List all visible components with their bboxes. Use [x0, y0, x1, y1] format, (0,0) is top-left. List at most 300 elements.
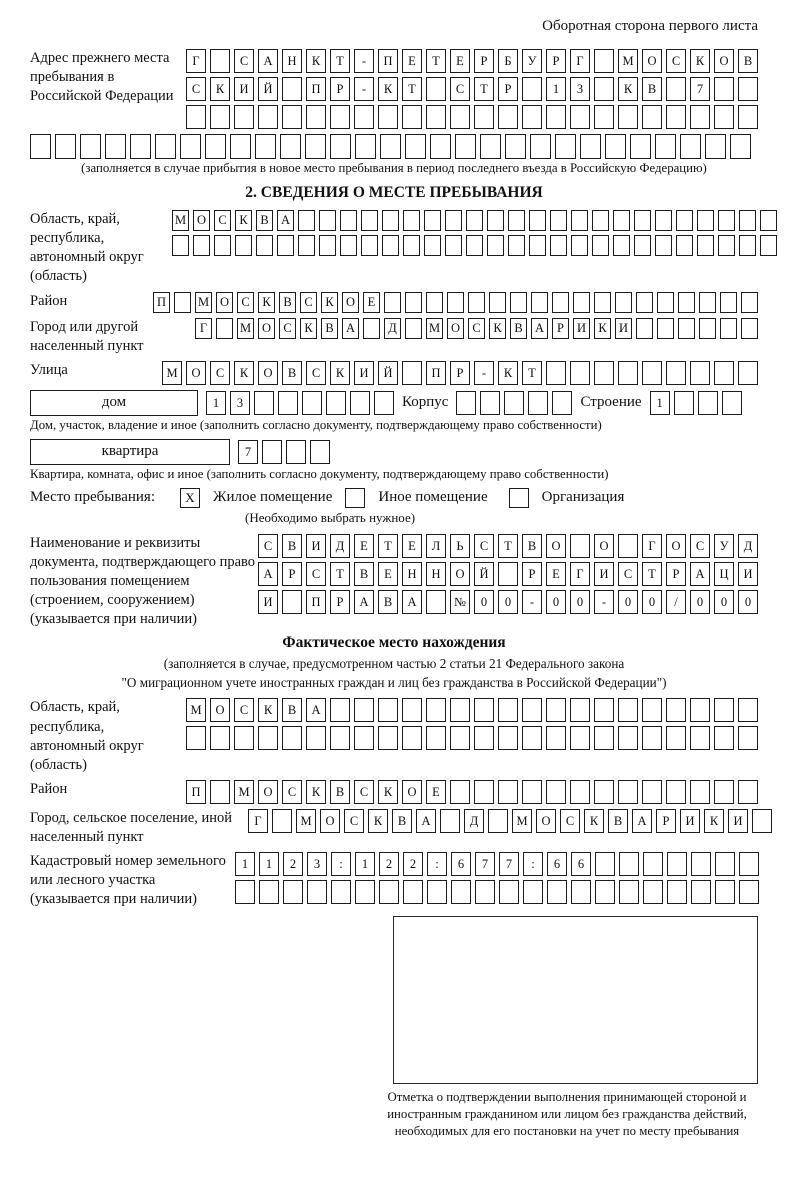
stamp-caption: Отметка о подтверждении выполнения принимающей стороной и иностранным гражданином или лицом без гражданства действий, необходимых для его постановки на учет по месту пребывания: [387, 1089, 747, 1139]
char-cell: К: [594, 318, 611, 339]
char-cell: К: [378, 77, 398, 101]
house-number-cells: [206, 391, 394, 415]
document-label: Наименование и реквизиты документа, подтверждающего право пользования помещением (строением, сооружением) (указывается при наличии): [30, 534, 256, 628]
char-cell: /: [666, 590, 686, 614]
char-cell: И: [615, 318, 632, 339]
char-cell: [498, 105, 518, 129]
char-cell: [522, 105, 542, 129]
char-cell: [354, 726, 374, 750]
char-cell: [230, 134, 251, 159]
char-cell: К: [618, 77, 638, 101]
char-cell: [594, 292, 611, 313]
apartment-widebox: квартира: [30, 439, 230, 465]
char-cell: [430, 134, 451, 159]
char-cell: [674, 391, 694, 415]
char-cell: О: [320, 809, 340, 833]
char-cell: [380, 134, 401, 159]
char-cell: [690, 698, 710, 722]
city-row: [195, 318, 758, 339]
char-cell: Д: [384, 318, 401, 339]
char-cell: К: [368, 809, 388, 833]
char-cell: [298, 235, 315, 256]
char-cell: [615, 292, 632, 313]
char-cell: Е: [378, 562, 398, 586]
char-cell: А: [306, 698, 326, 722]
char-cell: [319, 210, 336, 231]
stamp-box: [393, 916, 758, 1084]
char-cell: [330, 726, 350, 750]
char-cell: [216, 318, 233, 339]
char-cell: [427, 880, 447, 904]
char-cell: [450, 105, 470, 129]
char-cell: С: [300, 292, 317, 313]
char-cell: [594, 361, 614, 385]
char-cell: 0: [546, 590, 566, 614]
stay-option-other-label: Иное помещение: [378, 489, 488, 506]
char-cell: Г: [195, 318, 212, 339]
char-cell: Т: [474, 77, 494, 101]
char-cell: [306, 726, 326, 750]
char-cell: [691, 852, 711, 876]
char-cell: [498, 698, 518, 722]
char-cell: Е: [363, 292, 380, 313]
char-cell: [667, 852, 687, 876]
char-cell: [619, 880, 639, 904]
char-cell: [666, 105, 686, 129]
char-cell: [529, 210, 546, 231]
char-cell: [642, 780, 662, 804]
char-cell: В: [378, 590, 398, 614]
char-cell: К: [321, 292, 338, 313]
stroenie-label: Строение: [580, 394, 642, 411]
char-cell: А: [354, 590, 374, 614]
char-cell: [254, 391, 274, 415]
char-cell: [636, 292, 653, 313]
char-cell: [488, 809, 508, 833]
char-cell: [451, 880, 471, 904]
char-cell: [474, 105, 494, 129]
char-cell: [340, 210, 357, 231]
char-cell: [666, 361, 686, 385]
char-cell: С: [210, 361, 230, 385]
char-cell: К: [306, 49, 326, 73]
char-cell: [405, 134, 426, 159]
char-cell: [738, 698, 758, 722]
char-cell: [522, 698, 542, 722]
char-cell: [475, 880, 495, 904]
char-cell: П: [378, 49, 398, 73]
char-cell: Р: [666, 562, 686, 586]
char-cell: О: [450, 562, 470, 586]
stay-option-organization-checkbox: [509, 488, 529, 508]
char-cell: [374, 391, 394, 415]
char-cell: О: [447, 318, 464, 339]
char-cell: [580, 134, 601, 159]
char-cell: [592, 210, 609, 231]
char-cell: Т: [642, 562, 662, 586]
char-cell: [258, 726, 278, 750]
char-cell: В: [522, 534, 542, 558]
char-cell: 1: [206, 391, 226, 415]
char-cell: [350, 391, 370, 415]
char-cell: [330, 698, 350, 722]
char-cell: [555, 134, 576, 159]
char-cell: 2: [379, 852, 399, 876]
district-label: Район: [30, 292, 68, 309]
actual-city-label: Город, сельское поселение, иной населенный пункт: [30, 809, 233, 845]
char-cell: 7: [499, 852, 519, 876]
char-cell: [714, 698, 734, 722]
char-cell: [282, 726, 302, 750]
char-cell: [552, 391, 572, 415]
char-cell: В: [330, 780, 350, 804]
char-cell: [730, 134, 751, 159]
char-cell: С: [468, 318, 485, 339]
char-cell: К: [690, 49, 710, 73]
stay-option-other-checkbox: [345, 488, 365, 508]
stay-option-dwelling-label: Жилое помещение: [213, 489, 333, 506]
char-cell: Е: [354, 534, 374, 558]
char-cell: [657, 292, 674, 313]
char-cell: Т: [522, 361, 542, 385]
char-cell: В: [321, 318, 338, 339]
char-cell: [738, 361, 758, 385]
char-cell: [402, 698, 422, 722]
char-cell: [529, 235, 546, 256]
char-cell: [105, 134, 126, 159]
char-cell: [130, 134, 151, 159]
apartment-cells: [238, 440, 330, 464]
char-cell: [678, 292, 695, 313]
char-cell: С: [666, 49, 686, 73]
char-cell: [547, 880, 567, 904]
char-cell: [450, 698, 470, 722]
char-cell: М: [195, 292, 212, 313]
char-cell: [550, 210, 567, 231]
char-cell: [402, 361, 422, 385]
char-cell: [618, 534, 638, 558]
char-cell: С: [214, 210, 231, 231]
char-cell: А: [531, 318, 548, 339]
char-cell: [259, 880, 279, 904]
char-cell: К: [258, 292, 275, 313]
char-cell: У: [714, 534, 734, 558]
char-cell: С: [237, 292, 254, 313]
char-cell: [570, 780, 590, 804]
char-cell: С: [450, 77, 470, 101]
char-cell: 0: [570, 590, 590, 614]
char-cell: [424, 210, 441, 231]
char-cell: 1: [546, 77, 566, 101]
char-cell: [155, 134, 176, 159]
char-cell: [302, 391, 322, 415]
char-cell: [595, 852, 615, 876]
char-cell: [424, 235, 441, 256]
char-cell: [278, 391, 298, 415]
char-cell: М: [296, 809, 316, 833]
char-cell: 7: [475, 852, 495, 876]
char-cell: Р: [330, 590, 350, 614]
city-block: [30, 318, 758, 356]
char-cell: [174, 292, 191, 313]
char-cell: М: [426, 318, 443, 339]
char-cell: [363, 318, 380, 339]
char-cell: А: [632, 809, 652, 833]
char-cell: В: [510, 318, 527, 339]
korpus-cells: [456, 391, 572, 415]
char-cell: [210, 780, 230, 804]
region-row-1: [172, 210, 777, 231]
char-cell: [666, 77, 686, 101]
char-cell: 0: [618, 590, 638, 614]
char-cell: Г: [248, 809, 268, 833]
char-cell: [613, 235, 630, 256]
char-cell: [594, 698, 614, 722]
char-cell: [326, 391, 346, 415]
actual-region-row-2: [186, 726, 758, 750]
char-cell: [445, 235, 462, 256]
char-cell: [305, 134, 326, 159]
char-cell: [455, 134, 476, 159]
char-cell: С: [279, 318, 296, 339]
char-cell: А: [277, 210, 294, 231]
char-cell: [210, 105, 230, 129]
char-cell: 3: [570, 77, 590, 101]
char-cell: [30, 134, 51, 159]
char-cell: [643, 852, 663, 876]
actual-location-note-1: (заполняется в случае, предусмотренном частью 2 статьи 21 Федерального закона: [163, 656, 625, 672]
char-cell: В: [282, 534, 302, 558]
street-block: [30, 361, 758, 385]
char-cell: [378, 726, 398, 750]
char-cell: [210, 726, 230, 750]
char-cell: М: [512, 809, 532, 833]
char-cell: К: [258, 698, 278, 722]
korpus-label: Корпус: [402, 394, 449, 411]
char-cell: [272, 809, 292, 833]
char-cell: [466, 210, 483, 231]
char-cell: Т: [498, 534, 518, 558]
char-cell: О: [714, 49, 734, 73]
char-cell: [361, 210, 378, 231]
char-cell: [282, 77, 302, 101]
char-cell: [474, 698, 494, 722]
district-block: [30, 292, 758, 313]
char-cell: В: [642, 77, 662, 101]
char-cell: Й: [378, 361, 398, 385]
char-cell: [714, 726, 734, 750]
char-cell: [234, 105, 254, 129]
char-cell: [277, 235, 294, 256]
document-row-2: [258, 562, 758, 586]
char-cell: [714, 105, 734, 129]
char-cell: [667, 880, 687, 904]
char-cell: С: [560, 809, 580, 833]
char-cell: [634, 235, 651, 256]
char-cell: [426, 590, 446, 614]
char-cell: 0: [714, 590, 734, 614]
char-cell: [714, 780, 734, 804]
stay-type-row: [30, 488, 758, 508]
char-cell: [642, 361, 662, 385]
apartment-note: Квартира, комната, офис и иное (заполнить согласно документу, подтверждающему право собственности): [30, 466, 609, 481]
char-cell: [522, 77, 542, 101]
char-cell: [570, 105, 590, 129]
actual-location-note-2: "О миграционном учете иностранных граждан и лиц без гражданства в Российской Федерации"): [121, 675, 667, 691]
char-cell: В: [608, 809, 628, 833]
char-cell: [722, 391, 742, 415]
char-cell: [445, 210, 462, 231]
char-cell: [618, 726, 638, 750]
char-cell: [594, 780, 614, 804]
char-cell: [676, 210, 693, 231]
char-cell: [570, 698, 590, 722]
char-cell: [456, 391, 476, 415]
char-cell: [618, 105, 638, 129]
char-cell: И: [728, 809, 748, 833]
char-cell: [508, 235, 525, 256]
char-cell: [655, 235, 672, 256]
char-cell: Б: [498, 49, 518, 73]
char-cell: [546, 105, 566, 129]
char-cell: [330, 105, 350, 129]
char-cell: Е: [426, 780, 446, 804]
char-cell: Г: [642, 534, 662, 558]
char-cell: Р: [330, 77, 350, 101]
char-cell: -: [354, 49, 374, 73]
char-cell: Т: [330, 562, 350, 586]
char-cell: О: [594, 534, 614, 558]
char-cell: [499, 880, 519, 904]
char-cell: [80, 134, 101, 159]
char-cell: О: [666, 534, 686, 558]
char-cell: [698, 391, 718, 415]
char-cell: [546, 361, 566, 385]
char-cell: И: [680, 809, 700, 833]
char-cell: [738, 77, 758, 101]
char-cell: [634, 210, 651, 231]
char-cell: К: [489, 318, 506, 339]
char-cell: [307, 880, 327, 904]
stay-option-organization-label: Организация: [541, 489, 625, 506]
char-cell: Е: [546, 562, 566, 586]
char-cell: [705, 134, 726, 159]
char-cell: Р: [282, 562, 302, 586]
char-cell: [546, 726, 566, 750]
char-cell: О: [546, 534, 566, 558]
char-cell: 3: [307, 852, 327, 876]
actual-district-block: [30, 780, 758, 804]
char-cell: С: [618, 562, 638, 586]
char-cell: [738, 780, 758, 804]
char-cell: [715, 880, 735, 904]
char-cell: [426, 698, 446, 722]
char-cell: [489, 292, 506, 313]
char-cell: П: [153, 292, 170, 313]
region-row-2: [172, 235, 777, 256]
char-cell: [697, 210, 714, 231]
char-cell: 1: [650, 391, 670, 415]
char-cell: О: [216, 292, 233, 313]
district-row: [153, 292, 758, 313]
char-cell: Г: [570, 562, 590, 586]
char-cell: [699, 292, 716, 313]
char-cell: Е: [402, 534, 422, 558]
char-cell: А: [258, 562, 278, 586]
char-cell: -: [522, 590, 542, 614]
char-cell: [630, 134, 651, 159]
char-cell: [340, 235, 357, 256]
cadastral-block: [30, 852, 758, 909]
char-cell: В: [279, 292, 296, 313]
char-cell: С: [282, 780, 302, 804]
char-cell: [697, 235, 714, 256]
char-cell: [655, 134, 676, 159]
char-cell: [571, 880, 591, 904]
char-cell: [205, 134, 226, 159]
house-note: Дом, участок, владение и иное (заполнить согласно документу, подтверждающему право собственности): [30, 417, 602, 432]
char-cell: [570, 361, 590, 385]
char-cell: [487, 235, 504, 256]
actual-region-label: Область, край, республика, автономный округ (область): [30, 699, 144, 773]
char-cell: 0: [690, 590, 710, 614]
char-cell: [760, 235, 777, 256]
char-cell: Л: [426, 534, 446, 558]
char-cell: Д: [330, 534, 350, 558]
char-cell: -: [594, 590, 614, 614]
char-cell: В: [354, 562, 374, 586]
char-cell: [426, 726, 446, 750]
char-cell: В: [282, 698, 302, 722]
char-cell: [714, 361, 734, 385]
char-cell: [618, 780, 638, 804]
char-cell: [319, 235, 336, 256]
char-cell: В: [392, 809, 412, 833]
prev-address-label: Адрес прежнего места пребывания в Российской Федерации: [30, 50, 174, 105]
char-cell: [618, 698, 638, 722]
char-cell: [643, 880, 663, 904]
char-cell: [570, 726, 590, 750]
char-cell: [262, 440, 282, 464]
char-cell: И: [354, 361, 374, 385]
char-cell: [426, 77, 446, 101]
char-cell: К: [498, 361, 518, 385]
prev-address-row-2: [186, 77, 758, 101]
char-cell: И: [258, 590, 278, 614]
char-cell: [752, 809, 772, 833]
char-cell: 1: [259, 852, 279, 876]
char-cell: [522, 726, 542, 750]
char-cell: [474, 780, 494, 804]
char-cell: К: [330, 361, 350, 385]
char-cell: [180, 134, 201, 159]
char-cell: [330, 134, 351, 159]
stay-option-dwelling-checkbox: X: [180, 488, 200, 508]
char-cell: П: [426, 361, 446, 385]
char-cell: К: [300, 318, 317, 339]
prev-address-block: [30, 49, 758, 129]
char-cell: Р: [474, 49, 494, 73]
char-cell: Н: [402, 562, 422, 586]
char-cell: А: [402, 590, 422, 614]
char-cell: [447, 292, 464, 313]
char-cell: [739, 852, 759, 876]
actual-city-block: [30, 809, 758, 847]
char-cell: [691, 880, 711, 904]
char-cell: [676, 235, 693, 256]
char-cell: [468, 292, 485, 313]
char-cell: [382, 210, 399, 231]
